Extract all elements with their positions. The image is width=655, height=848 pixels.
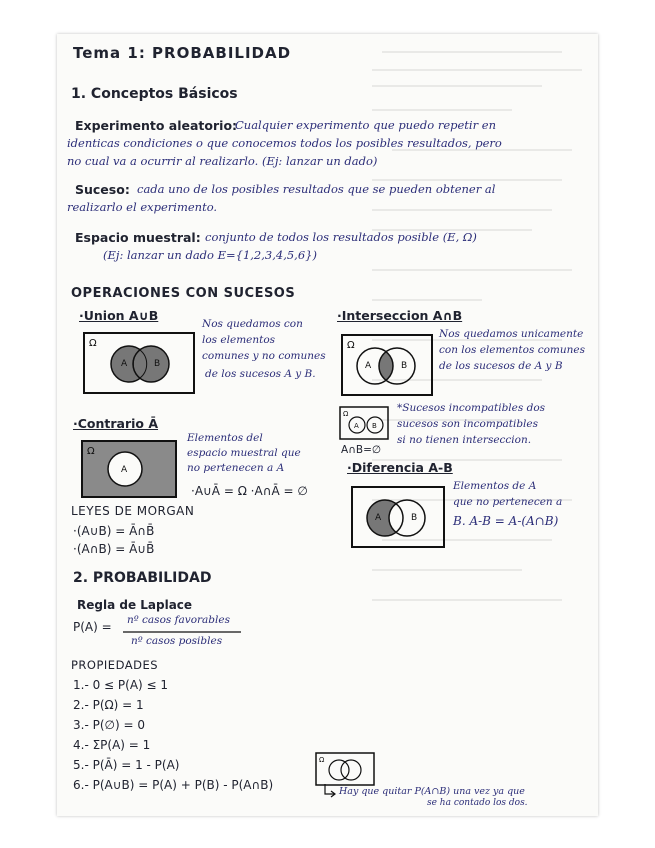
contrario-formulas: ·A∪Ā = Ω ·A∩Ā = ∅ [191,484,308,498]
union-desc-4: de los sucesos A y B. [205,368,316,380]
svg-text:B: B [411,513,418,523]
incompatibles-formula: A∩B=∅ [341,444,382,456]
incompatibles-desc-3: si no tienen interseccion. [397,434,532,446]
laplace-numerator: nº casos favorables [127,614,230,626]
union-desc-1: Nos quedamos con [202,318,303,330]
propiedad-4: 4.- ΣP(A) = 1 [73,738,151,752]
def-experimento-line3: no cual va a ocurrir al realizarlo. (Ej: lanzar un dado) [67,154,378,168]
interseccion-label: ·Interseccion A∩B [337,308,463,323]
interseccion-desc-1: Nos quedamos unicamente [439,328,584,340]
propiedad-3: 3.- P(∅) = 0 [73,718,145,732]
page-title: Tema 1: PROBABILIDAD [73,44,292,62]
arrow-icon [321,784,337,800]
venn-incompatibles-diagram [339,406,389,440]
contrario-desc-1: Elementos del [187,432,263,444]
contrario-desc-2: espacio muestral que [187,447,301,459]
svg-text:A: A [121,465,128,475]
laplace-lhs: P(A) = [73,620,112,634]
morgan-heading: LEYES DE MORGAN [71,504,195,518]
section-heading-probabilidad: 2. PROBABILIDAD [73,570,212,586]
def-experimento-line1: Cualquier experimento que puedo repetir en [235,118,496,132]
svg-text:Ω: Ω [87,446,95,457]
nota-line-1: Hay que quitar P(A∩B) una vez ya que [339,786,525,797]
diferencia-desc-1: Elementos de A [453,480,537,492]
set-a-label: A [121,359,128,369]
section-heading-conceptos: 1. Conceptos Básicos [71,86,238,102]
term-suceso: Suceso: [75,182,130,197]
interseccion-desc-2: con los elementos comunes [439,344,585,356]
venn-union-diagram [83,332,195,394]
omega-label: Ω [89,338,97,349]
contrario-desc-3: no pertenecen a A [187,462,285,474]
incompatibles-desc-1: *Sucesos incompatibles dos [397,402,546,414]
svg-text:A: A [365,361,372,371]
svg-text:B: B [401,361,408,371]
union-desc-2: los elementos [202,334,276,346]
operaciones-heading: OPERACIONES CON SUCESOS [71,286,296,301]
diferencia-desc-3: B. A-B = A-(A∩B) [453,514,559,528]
example-espacio-muestral: (Ej: lanzar un dado E={1,2,3,4,5,6}) [103,248,317,262]
venn-contrario-diagram [81,440,177,498]
morgan-law-2: ·(A∩B) = Ā∪B̄ [73,542,155,556]
propiedad-6: 6.- P(A∪B) = P(A) + P(B) - P(A∩B) [73,778,274,792]
propiedad-1: 1.- 0 ≤ P(A) ≤ 1 [73,678,169,692]
def-suceso-line1: cada uno de los posibles resultados que se pueden obtener al [137,182,496,196]
contrario-label: ·Contrario Ā [73,416,159,431]
svg-text:A: A [354,422,359,430]
nota-line-2: se ha contado los dos. [427,798,528,808]
venn-diferencia-diagram [351,486,445,548]
term-espacio-muestral: Espacio muestral: [75,230,201,245]
laplace-heading: Regla de Laplace [77,598,193,612]
propiedad-5: 5.- P(Ā) = 1 - P(A) [73,758,180,772]
union-label: ·Union A∪B [79,308,159,323]
svg-text:Ω: Ω [347,340,355,351]
morgan-law-1: ·(A∪B) = Ā∩B̄ [73,524,155,538]
notebook-page [57,34,598,816]
def-espacio-muestral: conjunto de todos los resultados posible (E, Ω) [205,230,477,244]
venn-nota-diagram [315,752,375,786]
def-suceso-line2: realizarlo el experimento. [67,200,218,214]
propiedad-2: 2.- P(Ω) = 1 [73,698,144,712]
fraction-bar [123,631,243,634]
laplace-denominator: nº casos posibles [131,635,223,647]
set-b-label: B [154,359,161,369]
term-experimento: Experimento aleatorio: [75,118,238,133]
def-experimento-line2: identicas condiciones o que conocemos todos los posibles resultados, pero [67,136,502,150]
propiedades-heading: PROPIEDADES [71,658,159,672]
incompatibles-desc-2: sucesos son incompatibles [397,418,539,430]
svg-text:B: B [372,422,377,430]
venn-interseccion-diagram [341,334,433,396]
svg-text:Ω: Ω [343,410,349,418]
diferencia-desc-2: que no pertenecen a [453,496,563,508]
union-desc-3: comunes y no comunes [202,350,326,362]
interseccion-desc-3: de los sucesos de A y B [439,360,563,372]
diferencia-label: ·Diferencia A-B [347,460,453,475]
svg-text:A: A [375,513,382,523]
svg-text:Ω: Ω [319,756,325,764]
